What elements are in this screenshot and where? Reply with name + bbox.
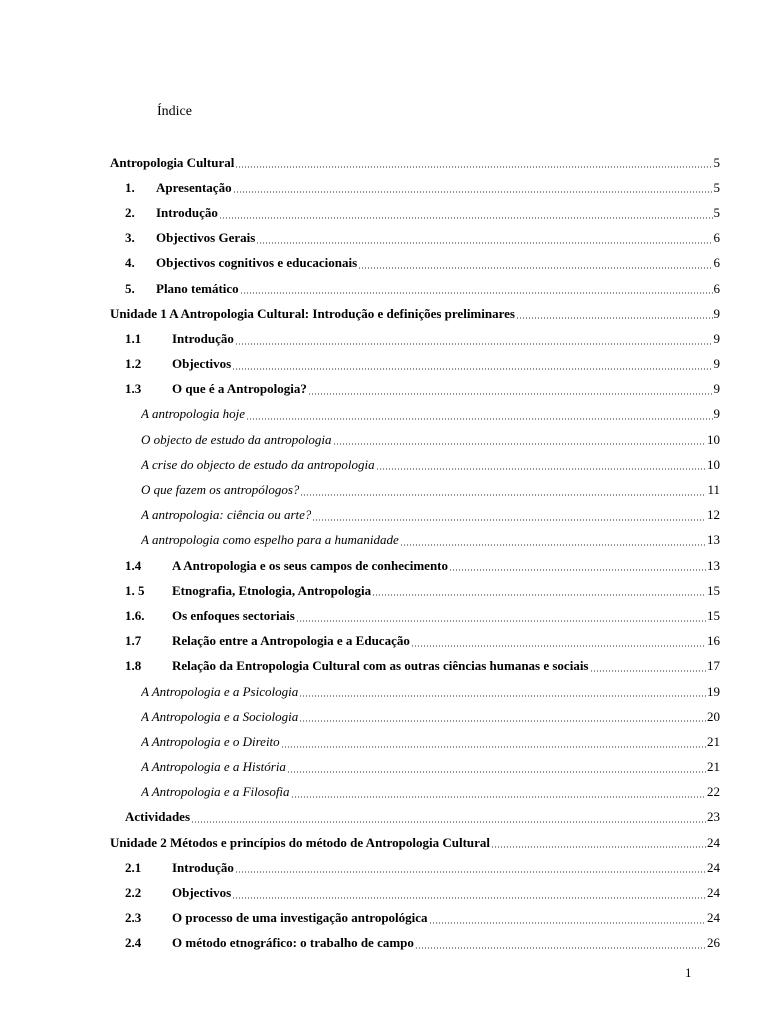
- toc-entry-page: 22: [707, 784, 720, 800]
- toc-entry-title: Objectivos cognitivos e educacionais: [156, 255, 358, 271]
- toc-entry-page: 6: [713, 255, 720, 271]
- toc-entry-number: 4.: [125, 255, 135, 271]
- toc-entry-title: Introdução: [156, 204, 218, 220]
- toc-entry-page: 19: [707, 683, 720, 699]
- toc-entry[interactable]: [110, 679, 720, 704]
- toc-entry[interactable]: [110, 528, 720, 553]
- toc-entry-number: 1. 5: [125, 582, 145, 598]
- toc-entry[interactable]: [110, 755, 720, 780]
- dot-leader: [372, 594, 706, 596]
- toc-entry[interactable]: [110, 402, 720, 427]
- toc-entry[interactable]: [110, 830, 720, 855]
- dot-leader: [308, 393, 713, 395]
- toc-entry[interactable]: [110, 477, 720, 502]
- toc-entry[interactable]: [110, 427, 720, 452]
- toc-entry[interactable]: [110, 276, 720, 301]
- toc-entry-page: 21: [707, 733, 720, 749]
- toc-entry-page: 20: [707, 708, 720, 724]
- toc-entry-number: 3.: [125, 230, 135, 246]
- toc-entry[interactable]: [110, 251, 720, 276]
- dot-leader: [491, 846, 706, 848]
- dot-leader: [256, 242, 712, 244]
- toc-entry[interactable]: [110, 326, 720, 351]
- toc-entry-page: 9: [713, 406, 720, 422]
- toc-entry[interactable]: [110, 200, 720, 225]
- dot-leader: [358, 267, 712, 269]
- dot-leader: [449, 569, 706, 571]
- toc-entry-title: A antropologia hoje: [141, 406, 245, 422]
- toc-entry-title: Objectivos: [172, 885, 232, 901]
- toc-entry-title: A antropologia: ciência ou arte?: [141, 507, 312, 523]
- toc-entry-page: 5: [713, 154, 720, 170]
- toc-entry[interactable]: [110, 880, 720, 905]
- toc-entry[interactable]: [110, 855, 720, 880]
- dot-leader: [376, 468, 706, 470]
- toc-entry-title: O método etnográfico: o trabalho de campo: [172, 935, 414, 951]
- dot-leader: [235, 871, 706, 873]
- toc-entry-page: 11: [707, 482, 720, 498]
- toc-entry-page: 16: [707, 633, 720, 649]
- toc-entry[interactable]: [110, 301, 720, 326]
- dot-leader: [291, 796, 706, 798]
- dot-leader: [333, 443, 706, 445]
- toc-entry-number: 1.2: [125, 356, 142, 372]
- dot-leader: [296, 620, 706, 622]
- dot-leader: [219, 217, 713, 219]
- toc-entry-page: 9: [713, 356, 720, 372]
- toc-entry-number: 2.3: [125, 910, 142, 926]
- toc-entry-title: O que é a Antropologia?: [172, 381, 307, 397]
- dot-leader: [590, 670, 707, 672]
- toc-entry-title: Introdução: [172, 859, 234, 875]
- toc-entry[interactable]: [110, 226, 720, 251]
- toc-entry-page: 21: [707, 759, 720, 775]
- toc-entry-page: 13: [707, 557, 720, 573]
- toc-entry[interactable]: [110, 578, 720, 603]
- toc-entry-title: Actividades: [125, 809, 190, 825]
- toc-entry-title: Unidade 2 Métodos e princípios do método de Antropologia Cultural: [110, 834, 491, 850]
- toc-entry[interactable]: [110, 780, 720, 805]
- toc-entry-page: 13: [707, 532, 720, 548]
- toc-entry-page: 10: [707, 456, 720, 472]
- toc-entry-title: Plano temático: [156, 280, 239, 296]
- toc-entry-number: 1.6.: [125, 607, 145, 623]
- toc-entry[interactable]: [110, 729, 720, 754]
- toc-entry-title: Os enfoques sectoriais: [172, 607, 295, 623]
- toc-entry-number: 1.: [125, 179, 135, 195]
- toc-entry[interactable]: [110, 553, 720, 578]
- toc-entry-page: 6: [713, 230, 720, 246]
- toc-entry[interactable]: [110, 931, 720, 956]
- toc-entry-title: Unidade 1 A Antropologia Cultural: Introdução e definições preliminares: [110, 305, 515, 321]
- dot-leader: [411, 645, 706, 647]
- toc-entry-page: 9: [713, 330, 720, 346]
- toc-entry-page: 15: [707, 582, 720, 598]
- toc-entry-page: 10: [707, 431, 720, 447]
- toc-entry-page: 23: [707, 809, 720, 825]
- dot-leader: [232, 368, 712, 370]
- toc-entry-title: Etnografia, Etnologia, Antropologia: [172, 582, 372, 598]
- toc-entry-title: O que fazem os antropólogos?: [141, 482, 300, 498]
- toc-entry-title: A Antropologia e os seus campos de conhecimento: [172, 557, 449, 573]
- toc-entry-page: 5: [713, 179, 720, 195]
- toc-entry-number: 1.7: [125, 633, 142, 649]
- toc-entry-title: O processo de uma investigação antropológica: [172, 910, 428, 926]
- toc-entry-page: 15: [707, 607, 720, 623]
- toc-entry-page: 24: [707, 859, 720, 875]
- toc-entry-page: 24: [707, 910, 720, 926]
- toc-entry-page: 26: [707, 935, 720, 951]
- dot-leader: [300, 494, 706, 496]
- toc-entry-title: Relação entre a Antropologia e a Educação: [172, 633, 410, 649]
- toc-entry[interactable]: [110, 175, 720, 200]
- toc-entry-page: 9: [713, 381, 720, 397]
- toc-entry-title: A antropologia como espelho para a humanidade: [141, 532, 399, 548]
- toc-entry-page: 9: [713, 305, 720, 321]
- dot-leader: [233, 191, 713, 193]
- dot-leader: [312, 519, 706, 521]
- toc-heading: Índice: [157, 104, 192, 119]
- toc-entry[interactable]: [110, 704, 720, 729]
- toc-entry-title: A Antropologia e a História: [141, 759, 286, 775]
- toc-entry[interactable]: [110, 805, 720, 830]
- dot-leader: [232, 897, 706, 899]
- toc-entry-page: 24: [707, 885, 720, 901]
- toc-entry-title: A crise do objecto de estudo da antropologia: [141, 456, 375, 472]
- dot-leader: [281, 746, 706, 748]
- toc-entry[interactable]: [110, 503, 720, 528]
- toc-entry-page: 24: [707, 834, 720, 850]
- toc-entry-number: 1.1: [125, 330, 142, 346]
- toc-entry[interactable]: [110, 629, 720, 654]
- toc-entry-title: A Antropologia e o Direito: [141, 733, 280, 749]
- dot-leader: [191, 821, 706, 823]
- toc-entry-number: 2.: [125, 204, 135, 220]
- toc-entry-title: Introdução: [172, 330, 234, 346]
- toc-entry-number: 2.4: [125, 935, 142, 951]
- toc-entry-number: 2.1: [125, 859, 142, 875]
- toc-entry-number: 1.8: [125, 658, 142, 674]
- toc-entry-title: Objectivos Gerais: [156, 230, 256, 246]
- toc-entry-number: 2.2: [125, 885, 142, 901]
- toc-entry-page: 6: [713, 280, 720, 296]
- dot-leader: [235, 166, 712, 168]
- table-of-contents: [110, 150, 720, 956]
- dot-leader: [235, 343, 713, 345]
- toc-entry-page: 17: [707, 658, 720, 674]
- toc-entry[interactable]: [110, 150, 720, 175]
- dot-leader: [287, 771, 706, 773]
- dot-leader: [299, 695, 706, 697]
- dot-leader: [299, 720, 706, 722]
- toc-entry-number: 1.4: [125, 557, 142, 573]
- dot-leader: [415, 947, 706, 949]
- dot-leader: [429, 922, 706, 924]
- toc-entry-number: 5.: [125, 280, 135, 296]
- toc-entry-title: A Antropologia e a Psicologia: [141, 683, 299, 699]
- toc-entry-title: A Antropologia e a Sociologia: [141, 708, 299, 724]
- toc-entry-title: Objectivos: [172, 356, 232, 372]
- toc-entry[interactable]: [110, 377, 720, 402]
- toc-entry[interactable]: [110, 452, 720, 477]
- dot-leader: [240, 292, 713, 294]
- toc-entry-title: O objecto de estudo da antropologia: [141, 431, 332, 447]
- toc-entry-page: 12: [707, 507, 720, 523]
- dot-leader: [400, 544, 706, 546]
- toc-entry[interactable]: [110, 352, 720, 377]
- toc-entry[interactable]: [110, 654, 720, 679]
- toc-entry-title: A Antropologia e a Filosofia: [141, 784, 290, 800]
- toc-entry-page: 5: [713, 204, 720, 220]
- dot-leader: [516, 317, 713, 319]
- toc-entry-title: Antropologia Cultural: [110, 154, 235, 170]
- toc-entry[interactable]: [110, 906, 720, 931]
- toc-entry-title: Relação da Entropologia Cultural com as outras ciências humanas e sociais: [172, 658, 589, 674]
- toc-entry[interactable]: [110, 603, 720, 628]
- toc-entry-number: 1.3: [125, 381, 142, 397]
- page-number: 1: [685, 965, 692, 980]
- dot-leader: [246, 418, 713, 420]
- toc-entry-title: Apresentação: [156, 179, 232, 195]
